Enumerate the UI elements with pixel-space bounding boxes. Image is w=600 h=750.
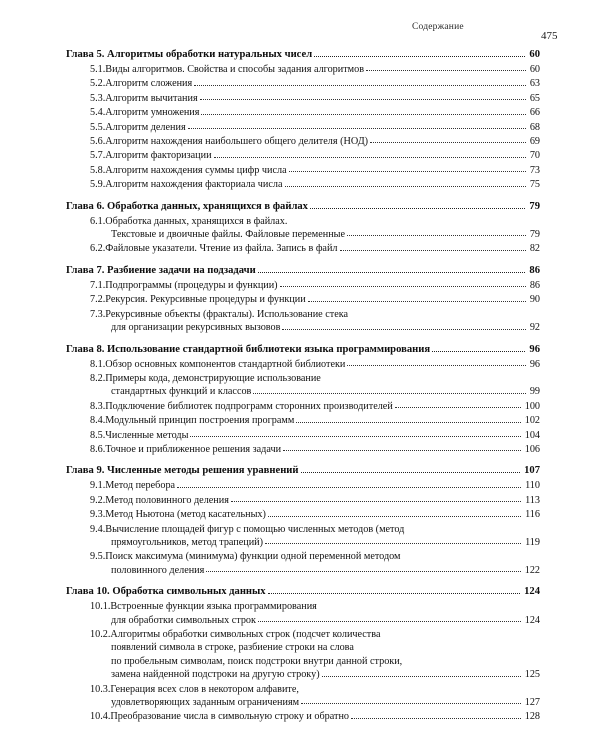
toc-entry[interactable]	[66, 523, 540, 536]
toc-entry-continuation	[66, 228, 540, 241]
toc-entry-title: Метод Ньютона (метод касательных)	[105, 509, 266, 521]
toc-chapter-page: 86	[529, 264, 540, 276]
toc-entry-continuation-text: половинного деления	[111, 564, 205, 576]
toc-chapter-heading[interactable]	[66, 343, 540, 357]
toc-entry[interactable]	[66, 178, 540, 191]
toc-entry-continuation-text: замена найденной подстроки на другую строку)	[111, 669, 320, 681]
toc-entry-number: 5.8.	[90, 164, 106, 176]
toc-entry-number: 7.2.	[90, 294, 106, 306]
toc-chapter-page: 60	[529, 49, 540, 60]
toc-entry-number: 5.4.	[90, 107, 106, 119]
toc-entry-title: Алгоритм нахождения наибольшего общего делителя (НОД)	[105, 136, 369, 148]
toc-entry-title: Алгоритмы обработки символьных строк (подсчет количества	[110, 629, 381, 640]
toc-entry-title: Алгоритм умножения	[105, 107, 200, 119]
toc-chapter	[66, 343, 540, 457]
toc-entry-page: 99	[529, 386, 540, 398]
toc-chapter-page: 124	[524, 586, 540, 598]
toc-entry-number: 8.6.	[90, 443, 106, 455]
toc-chapter-page: 107	[524, 465, 540, 477]
toc-entry-number: 5.9.	[90, 179, 106, 191]
toc-chapter	[66, 585, 540, 724]
toc-entry[interactable]	[66, 508, 540, 521]
toc-chapter-heading[interactable]	[66, 585, 540, 599]
toc-entry-number: 10.3.	[90, 683, 111, 695]
toc-entry-number: 7.1.	[90, 279, 106, 291]
dot-leader	[280, 285, 526, 287]
toc-entry-title: Алгоритм нахождения факториала числа	[105, 179, 283, 191]
toc-entry[interactable]	[66, 164, 540, 177]
toc-entry-number: 6.1.	[90, 215, 106, 227]
toc-entry-page: 63	[529, 78, 540, 90]
toc-entry-page: 125	[524, 669, 540, 681]
toc-entry-number: 6.2.	[90, 243, 106, 255]
dot-leader	[351, 717, 521, 719]
toc-entry-continuation	[66, 668, 540, 681]
toc-entry[interactable]	[66, 215, 540, 228]
toc-entry-title: Обзор основных компонентов стандартной библиотеки	[105, 358, 346, 370]
toc-entry-number: 5.5.	[90, 121, 106, 133]
toc-entry-title: Подпрограммы (процедуры и функции)	[105, 279, 278, 291]
dot-leader	[177, 486, 521, 488]
toc-entry-page: 104	[524, 429, 540, 441]
toc-entry-number: 8.4.	[90, 415, 106, 427]
toc-entry[interactable]	[66, 135, 540, 148]
toc-entry-title: Примеры кода, демонстрирующие использование	[105, 372, 321, 384]
toc-entry-continuation	[66, 385, 540, 398]
toc-entry-page: 68	[529, 121, 540, 133]
dot-leader	[253, 392, 525, 394]
header-page-number: 475	[541, 30, 558, 42]
toc-entry-continuation-text: удовлетворяющих заданным ограничениям	[111, 697, 300, 709]
toc-entry-title: Алгоритм сложения	[105, 78, 193, 90]
toc-entry-number: 5.1.	[90, 64, 106, 75]
toc-entry-number: 10.2.	[90, 629, 111, 640]
toc-entry-page: 119	[525, 536, 540, 548]
toc-entry[interactable]	[66, 293, 540, 306]
toc-entry-number: 5.7.	[90, 150, 106, 162]
dot-leader	[296, 421, 520, 423]
dot-leader	[206, 570, 520, 572]
toc-entry-title: Преобразование числа в символьную строку и обратно	[110, 711, 349, 723]
toc-entry-continuation	[66, 564, 540, 577]
toc-entry-page: 90	[529, 294, 540, 306]
toc-entry-number: 10.4.	[90, 711, 111, 723]
toc-entry-title: Алгоритм факторизации	[105, 150, 212, 162]
toc-chapter-page: 79	[529, 200, 540, 212]
dot-leader	[214, 156, 526, 158]
dot-leader	[283, 449, 521, 451]
toc-entry-number: 8.5.	[90, 429, 106, 441]
dot-leader	[347, 364, 525, 366]
toc-entry[interactable]	[66, 600, 540, 613]
toc-entry-number: 10.1.	[90, 601, 111, 613]
toc-entry-extra-line: по пробельным символам, поиск подстроки внутри данной строки,	[111, 655, 403, 667]
toc-entry-number: 9.5.	[90, 551, 106, 563]
toc-entry[interactable]	[66, 279, 540, 292]
toc-entry[interactable]	[66, 92, 540, 105]
toc-entry-title: Модульный принцип построения программ	[105, 415, 295, 427]
toc-entry[interactable]	[66, 683, 540, 696]
toc-entry-continuation	[66, 614, 540, 627]
page-header	[0, 22, 600, 44]
toc-entry[interactable]	[66, 628, 540, 641]
toc-entry[interactable]	[66, 443, 540, 456]
toc-entry-page: 113	[525, 494, 540, 506]
dot-leader	[268, 592, 521, 594]
toc-entry-continuation	[66, 696, 540, 709]
toc-chapter-title: Глава 8. Использование стандартной библиотеки языка программирования	[66, 343, 431, 355]
toc-entry-title: Рекурсивные объекты (фракталы). Использование стека	[105, 308, 349, 320]
toc-chapter	[66, 48, 540, 192]
toc-chapter	[66, 200, 540, 256]
toc-entry-number: 7.3.	[90, 308, 106, 320]
toc-entry[interactable]	[66, 400, 540, 413]
toc-entry-extra-line: появлений символа в строке, разбиение строки на слова	[111, 642, 354, 654]
toc-entry-continuation-text: для организации рекурсивных вызовов	[111, 322, 281, 334]
dot-leader	[282, 328, 525, 330]
dot-leader	[265, 542, 521, 544]
dot-leader	[432, 350, 525, 352]
toc-chapter-title: Глава 10. Обработка символьных данных	[66, 586, 266, 598]
toc-entry-page: 73	[529, 164, 540, 176]
toc-entry-continuation-text: стандартных функций и классов	[111, 386, 252, 398]
toc-entry-number: 8.1.	[90, 358, 106, 370]
toc-entry[interactable]	[66, 372, 540, 385]
toc-entry-page: 79	[529, 229, 540, 241]
toc-entry-page: 75	[529, 179, 540, 191]
toc-entry[interactable]	[66, 308, 540, 321]
toc-entry-page: 70	[529, 150, 540, 162]
dot-leader	[188, 127, 526, 129]
dot-leader	[231, 500, 521, 502]
toc-entry[interactable]	[66, 710, 540, 723]
toc-entry-page: 102	[524, 415, 540, 427]
toc-entry-title: Встроенные функции языка программирования	[110, 601, 317, 613]
toc-entry-title: Алгоритм нахождения суммы цифр числа	[105, 164, 287, 176]
toc-entry-title: Подключение библиотек подпрограмм сторонних производителей	[105, 400, 393, 412]
dot-leader	[268, 515, 521, 517]
dot-leader	[322, 675, 521, 677]
toc-entry[interactable]	[66, 550, 540, 563]
dot-leader	[301, 471, 521, 473]
toc-entry-number: 5.6.	[90, 136, 106, 148]
toc-entry-number: 9.1.	[90, 480, 106, 492]
dot-leader	[258, 620, 521, 622]
toc-entry-page: 82	[529, 243, 540, 255]
toc-entry[interactable]	[66, 121, 540, 134]
toc-entry-title: Генерация всех слов в некотором алфавите,	[110, 683, 299, 695]
toc-entry[interactable]	[66, 494, 540, 507]
toc-chapter-heading[interactable]	[66, 48, 540, 62]
toc-entry-number: 5.3.	[90, 92, 106, 104]
toc-chapter	[66, 464, 540, 577]
toc-entry-page: 100	[524, 400, 540, 412]
toc-entry-number: 8.3.	[90, 400, 106, 412]
toc-entry-page: 65	[529, 92, 540, 104]
toc-entry-title: Файловые указатели. Чтение из файла. Запись в файл	[105, 243, 338, 255]
dot-leader	[289, 170, 526, 172]
toc-entry-continuation-text: Текстовые и двоичные файлы. Файловые переменные	[111, 229, 346, 241]
toc-chapter-title: Глава 7. Разбиение задачи на подзадачи	[66, 264, 256, 276]
toc-entry-page: 127	[524, 697, 540, 709]
toc-entry-title: Вычисление площадей фигур с помощью численных методов (метод	[105, 523, 405, 535]
dot-leader	[340, 249, 526, 251]
dot-leader	[347, 234, 526, 236]
header-title: Содержание	[412, 22, 464, 32]
toc-entry-title: Метод перебора	[105, 480, 176, 492]
dot-leader	[301, 702, 521, 704]
toc-entry-number: 9.3.	[90, 509, 106, 521]
toc-entry[interactable]	[66, 414, 540, 427]
dot-leader	[395, 406, 521, 408]
table-of-contents	[66, 48, 540, 724]
toc-entry[interactable]	[66, 106, 540, 119]
dot-leader	[314, 55, 525, 57]
dot-leader	[308, 300, 526, 302]
toc-entry[interactable]	[66, 63, 540, 76]
toc-entry[interactable]	[66, 429, 540, 442]
toc-entry-page: 92	[529, 322, 540, 334]
toc-entry-page: 96	[529, 358, 540, 370]
toc-chapter-title: Глава 9. Численные методы решения уравнений	[66, 465, 299, 477]
toc-entry-page: 116	[525, 509, 540, 521]
toc-entry-continuation	[66, 321, 540, 334]
toc-entry-page: 60	[529, 64, 540, 75]
dot-leader	[200, 98, 526, 100]
toc-chapter	[66, 264, 540, 335]
dot-leader	[194, 84, 526, 86]
toc-entry-continuation-text: для обработки символьных строк	[111, 614, 256, 626]
toc-entry-continuation-text: прямоугольников, метод трапеций)	[111, 536, 264, 548]
toc-entry[interactable]	[66, 149, 540, 162]
toc-entry[interactable]	[66, 358, 540, 371]
dot-leader	[285, 185, 526, 187]
toc-entry-page: 86	[529, 279, 540, 291]
toc-entry-title: Метод половинного деления	[105, 494, 229, 506]
toc-chapter-heading[interactable]	[66, 464, 540, 478]
dot-leader	[258, 271, 526, 273]
toc-chapter-heading[interactable]	[66, 200, 540, 214]
toc-entry-continuation	[66, 536, 540, 549]
toc-entry-page: 124	[524, 614, 540, 626]
toc-entry[interactable]	[66, 77, 540, 90]
toc-entry-number: 9.2.	[90, 494, 106, 506]
toc-entry-page: 66	[529, 107, 540, 119]
toc-entry-title: Виды алгоритмов. Свойства и способы задания алгоритмов	[105, 64, 365, 75]
dot-leader	[201, 113, 525, 115]
toc-entry-page: 122	[524, 564, 540, 576]
toc-chapter-page: 96	[529, 343, 540, 355]
toc-entry[interactable]	[66, 242, 540, 255]
toc-entry-title: Алгоритм вычитания	[105, 92, 198, 104]
toc-entry-title: Точное и приближенное решения задачи	[105, 443, 282, 455]
toc-entry-number: 8.2.	[90, 372, 106, 384]
toc-entry-title: Обработка данных, хранящихся в файлах.	[105, 215, 288, 227]
toc-entry-number: 5.2.	[90, 78, 106, 90]
toc-entry-title: Поиск максимума (минимума) функции одной переменной методом	[105, 551, 401, 563]
toc-entry-page: 106	[524, 443, 540, 455]
toc-chapter-heading[interactable]	[66, 264, 540, 278]
toc-entry-page: 69	[529, 136, 540, 148]
toc-entry-title: Рекурсия. Рекурсивные процедуры и функции	[105, 294, 306, 306]
toc-entry-title: Алгоритм деления	[105, 121, 186, 133]
dot-leader	[190, 435, 520, 437]
dot-leader	[310, 207, 525, 209]
toc-entry-number: 9.4.	[90, 523, 106, 535]
dot-leader	[370, 141, 526, 143]
toc-entry-page: 128	[524, 711, 540, 723]
toc-chapter-title: Глава 5. Алгоритмы обработки натуральных чисел	[66, 49, 313, 60]
toc-entry-title: Численные методы	[105, 429, 189, 441]
toc-entry-page: 110	[525, 480, 540, 492]
toc-chapter-title: Глава 6. Обработка данных, хранящихся в файлах	[66, 200, 308, 212]
dot-leader	[366, 69, 526, 71]
toc-entry[interactable]	[66, 479, 540, 492]
